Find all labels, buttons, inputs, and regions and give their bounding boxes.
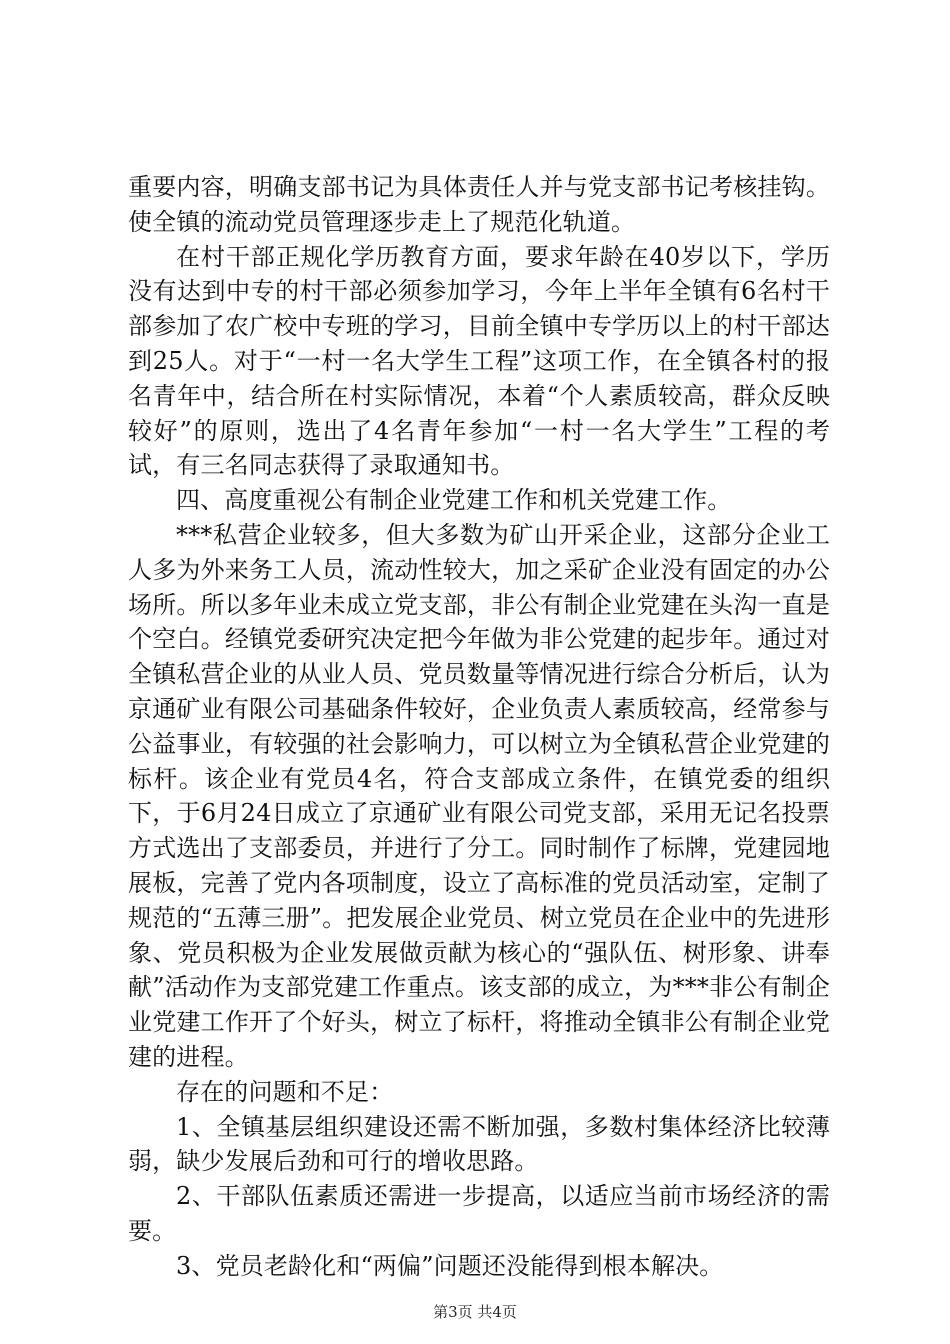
- problem-item-3: 3、党员老龄化和“两偏”问题还没能得到根本解决。: [176, 1251, 724, 1280]
- problems-heading: 存在的问题和不足：: [176, 1077, 394, 1106]
- page-footer: 第3页 共4页: [433, 1303, 517, 1321]
- section-heading-four: 四、高度重视公有制企业党建工作和机关党建工作。: [176, 486, 732, 515]
- document-body: [128, 170, 830, 1284]
- paragraph-education: 在村干部正规化学历教育方面，要求年龄在40岁以下，学历没有达到中专的村干部必须参加学习，今年上半年全镇有6名村干部参加了农广校中专班的学习，目前全镇中专学历以上的村干部达到25人。对于“一村一名大学生工程”这项工作，在全镇各村的报名青年中，结合所在村实际情况，本着“个人素质较高，群众反映较好”的原则，选出了4名青年参加“一村一名大学生”工程的考试，有三名同志获得了录取通知书。: [128, 242, 830, 480]
- problem-item-1: 1、全镇基层组织建设还需不断加强，多数村集体经济比较薄弱，缺少发展后劲和可行的增收思路。: [128, 1112, 830, 1176]
- paragraph-continuation: 重要内容，明确支部书记为具体责任人并与党支部书记考核挂钩。使全镇的流动党员管理逐步走上了规范化轨道。: [128, 173, 830, 236]
- problem-item-2: 2、干部队伍素质还需进一步提高，以适应当前市场经济的需要。: [128, 1182, 830, 1245]
- paragraph-private-enterprise: ***私营企业较多，但大多数为矿山开采企业，这部分企业工人多为外来务工人员，流动性较大，加之采矿企业没有固定的办公场所。所以多年业未成立党支部，非公有制企业党建在头沟一直是个空白。经镇党委研究决定把今年做为非公党建的起步年。通过对全镇私营企业的从业人员、党员数量等情况进行综合分析后，认为京通矿业有限公司基础条件较好，企业负责人素质较高，经常参与公益事业，有较强的社会影响力，可以树立为全镇私营企业党建的标杆。该企业有党员4名，符合支部成立条件，在镇党委的组织下，于6月24日成立了京通矿业有限公司党支部，采用无记名投票方式选出了支部委员，并进行了分工。同时制作了标牌，党建园地展板，完善了党内各项制度，设立了高标准的党员活动室，定制了规范的“五薄三册”。把发展企业党员、树立党员在企业中的先进形象、党员积极为企业发展做贡献为核心的“强队伍、树形象、讲奉献”活动作为支部党建工作重点。该支部的成立，为***非公有制企业党建工作开了个好头，树立了标杆，将推动全镇非公有制企业党建的进程。: [128, 520, 830, 1071]
